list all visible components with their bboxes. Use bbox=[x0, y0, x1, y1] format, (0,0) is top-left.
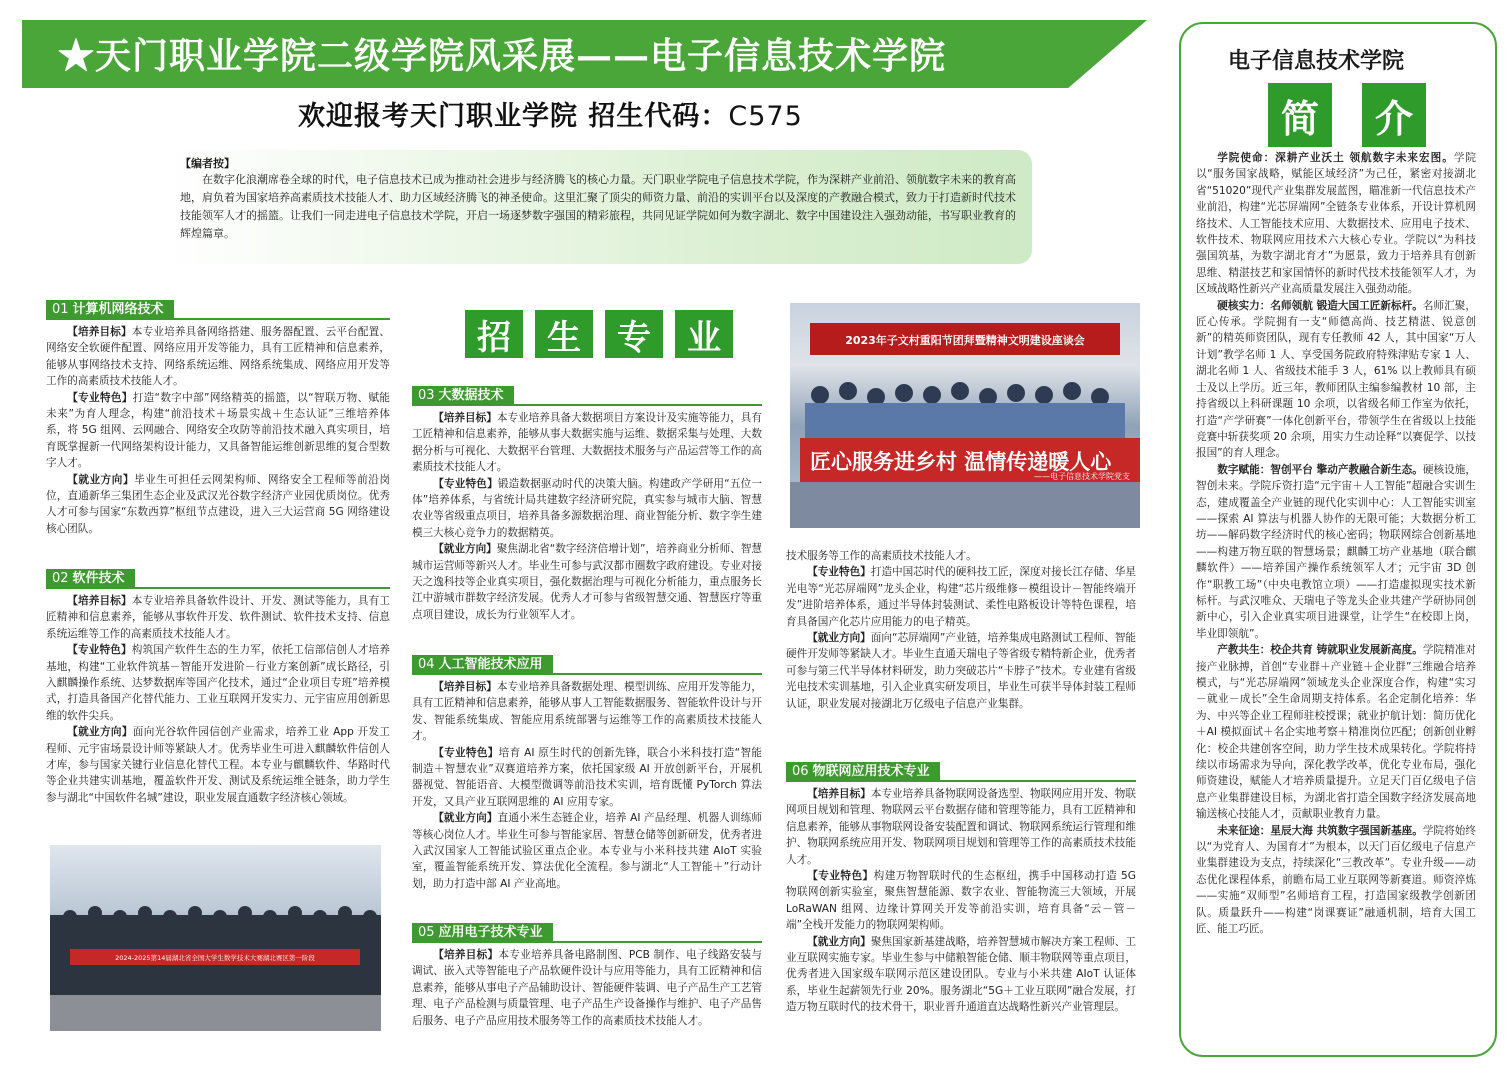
sidebar-paragraph-label: 产教共生：校企共育 铸就职业发展新高度。 bbox=[1217, 644, 1423, 657]
photo-scene bbox=[50, 845, 381, 1031]
section-number: 03 bbox=[418, 388, 435, 403]
paragraph-text: 培育 AI 原生时代的创新先锋，联合小米科技打造“智能制造＋智慧农业”双赛道培养方案，依托国家级 AI 开放创新平台，开展机器视觉、智能语音、大模型微调等前沿技术实训，培育既懂 PyTorch 算法开发，又具产业互联网思维的 AI 应用专家。 bbox=[412, 746, 763, 808]
paragraph-label: 【就业方向】 bbox=[807, 632, 871, 645]
sidebar-paragraph bbox=[1196, 150, 1476, 298]
paragraph-text: 毕业生可担任云网架构师、网络安全工程师等前沿岗位，直通新华三集团生态企业及武汉光谷数字经济产业园优质岗位。优秀人才可参与国家“东数西算”枢纽节点建设，进入三大运营商 5G 网络建设核心团队。 bbox=[46, 473, 391, 535]
section-number: 02 bbox=[52, 571, 69, 586]
sidebar-title-char: 简 bbox=[1268, 83, 1332, 147]
section-body bbox=[412, 947, 762, 1029]
paragraph-label: 【培养目标】 bbox=[433, 412, 497, 424]
major-paragraph bbox=[412, 541, 762, 623]
major-paragraph bbox=[786, 630, 1136, 712]
paragraph-label: 【专业特色】 bbox=[433, 477, 498, 490]
section-tag bbox=[412, 923, 553, 943]
section-header bbox=[46, 298, 390, 320]
sidebar-title-char: 介 bbox=[1362, 83, 1426, 147]
major-paragraph bbox=[46, 724, 390, 806]
paragraph-text: 聚焦湖北省“数字经济倍增计划”，培养商业分析师、智慧城市运营师等新兴人才。毕业生可参与武汉都市圈数字政府建设。专业对接天之逸科技等企业真实项目，强化数据治理与可视化分析能力，重点服务长江中游城市群数字经济发展。优秀人才可参与省级智慧交通、智慧医疗等重点项目建设，成长为行业领军人才。 bbox=[412, 543, 763, 621]
recruit-char: 招 bbox=[465, 310, 523, 358]
recruit-char: 专 bbox=[605, 310, 663, 358]
section-tag bbox=[412, 655, 553, 675]
paragraph-label: 【培养目标】 bbox=[67, 595, 132, 607]
section-number: 05 bbox=[418, 925, 435, 940]
major-section-software bbox=[46, 567, 390, 806]
photo-banner-sub: ——电子信息技术学院党支 bbox=[1034, 472, 1130, 481]
sidebar-paragraph-text: 硬核设施，智创未来。学院斥资打造“元宇宙＋人工智能”超融合实训生态，建成覆盖全产业链的现代化实训中心：人工智能实训室——探索 AI 算法与机器人协作的无限可能；大数据分析工坊——解码数字经济时代的核心密码；物联网综合创新基地——构建万物互联的智慧场景；麒麟工坊产业基地（联合麒麟软件）——培养国产操作系统领军人才；元宇宙 3D 创作“职教工场”（中央电教馆立项）——打造虚拟现实技术新标杆。与武汉唯众、天瑞电子等龙头企业共建产学研协同创新中心，引入企业真实项目进课堂，让学生“在校即上岗，毕业即领航”。 bbox=[1196, 463, 1477, 640]
electronics-continued-line: 技术服务等工作的高素质技术技能人才。 bbox=[786, 550, 977, 562]
photo-ground bbox=[50, 995, 381, 1031]
enrollment-subtitle bbox=[298, 94, 803, 133]
major-paragraph bbox=[46, 472, 390, 538]
photo-top-banner-text: 2023年子文村重阳节团拜暨精神文明建设座谈会 bbox=[845, 334, 1085, 347]
sidebar-paragraph bbox=[1196, 823, 1476, 938]
paragraph-label: 【就业方向】 bbox=[67, 473, 135, 486]
section-tag bbox=[46, 569, 135, 589]
section-number: 06 bbox=[792, 764, 809, 779]
section-name: 物联网应用技术专业 bbox=[812, 764, 930, 779]
photo-ground bbox=[790, 482, 1140, 528]
paragraph-text: 聚焦国家新基建战略，培养智慧城市解决方案工程师、工业互联网实施专家。毕业生参与中储粮智能仓储、顺丰物联网等重点项目，优秀者进入国家级车联网示范区建设团队。专业与小米共建 AIoT 认证体系，毕业生起薪领先行业 20%。服务湖北“5G＋工业互联网”融合发展，打造万物互联时代的技术骨干，职业晋升通道直达战略性新兴产业管理层。 bbox=[786, 935, 1137, 1014]
paragraph-label: 【就业方向】 bbox=[807, 935, 871, 948]
photo-people bbox=[805, 382, 1125, 443]
section-name: 大数据技术 bbox=[438, 388, 504, 403]
major-section-bigdata bbox=[412, 384, 762, 623]
paragraph-label: 【专业特色】 bbox=[433, 746, 499, 759]
section-header bbox=[412, 921, 762, 943]
sidebar-paragraph-label: 学院使命：深耕产业沃土 领航数字未来宏图。 bbox=[1217, 152, 1454, 164]
sidebar-paragraph-text: 名师汇聚，匠心传承。学院拥有一支“师德高尚、技艺精湛、锐意创新”的精英师资团队，现有专任教师 42 人，其中国家“万人计划”教学名师 1 人、享受国务院政府特殊津贴专家 1 人、湖北名师 1 人、省级技术能手 3 人，61% 以上教师具有硕士及以上学历。近三年，教师团队主编参编教材 10 部，主持省级以上科研课题 10 余项，以省级名师工作室为依托，打造“产学研赛”一体化创新平台，带领学生在省级以上技能竞赛中斩获奖项 20 余项，用实力生动诠释“以赛促学、以技报国”的育人理念。 bbox=[1196, 299, 1477, 460]
major-paragraph bbox=[412, 810, 762, 892]
section-header bbox=[786, 760, 1136, 782]
page-title: ★天门职业学院二级学院风采展——电子信息技术学院 bbox=[58, 35, 947, 77]
section-body bbox=[46, 593, 390, 806]
major-paragraph bbox=[412, 679, 762, 745]
section-header bbox=[412, 384, 762, 406]
paragraph-label: 【就业方向】 bbox=[433, 543, 497, 556]
recruit-char: 业 bbox=[675, 310, 733, 358]
subtitle-text: 欢迎报考天门职业学院 招生代码： bbox=[298, 101, 729, 132]
paragraph-label: 【就业方向】 bbox=[67, 726, 133, 739]
major-paragraph bbox=[786, 934, 1136, 1016]
sidebar-paragraph-label: 未来征途：星辰大海 共筑数字强国新基座。 bbox=[1217, 824, 1423, 837]
competition-team-photo bbox=[50, 845, 381, 1031]
paragraph-text: 面向光谷软件园信创产业需求，培养工业 App 开发工程师、元宇宙场景设计师等紧缺人才。优秀毕业生可进入麒麟软件信创人才库，参与国家关键行业信息化替代工程。本专业与麒麟软件、华路时代等企业共建实训基地，覆盖软件开发、测试及系统运维全链条，助力学生参与湖北“中国软件名城”建设，职业发展直通数字经济核心领域。 bbox=[46, 726, 391, 804]
editor-note-body: 在数字化浪潮席卷全球的时代，电子信息技术已成为推动社会进步与经济腾飞的核心力量。天门职业学院电子信息技术学院，作为深耕产业前沿、领航数字未来的教育高地，肩负着为国家培养高素质技术技能人才、助力区域经济腾飞的神圣使命。这里汇聚了顶尖的师资力量、前沿的实训平台以及深度的产教融合模式，致力于打造新时代技术技能领军人才的摇篮。让我们一同走进电子信息技术学院，开启一场逐梦数字强国的精彩旅程，共同见证学院如何为数字湖北、数字中国建设注入强劲动能，书写职业教育的辉煌篇章。 bbox=[180, 173, 1016, 240]
paragraph-label: 【培养目标】 bbox=[807, 788, 871, 800]
section-name: 计算机网络技术 bbox=[72, 302, 164, 317]
major-paragraph bbox=[46, 593, 390, 642]
major-section-iot bbox=[786, 760, 1136, 1016]
paragraph-text: 构筑国产软件生态的生力军，依托工信部信创人才培养基地，构建“工业软件筑基－智能开发进阶－行业方案创新”成长路径，引入麒麟操作系统、达梦数据库等国产化技术，通过“企业项目专班”培养模式，打造具备国产化替代能力、工业互联网开发实力、元宇宙应用创新思维的软件尖兵。 bbox=[46, 644, 391, 722]
recruit-char: 生 bbox=[535, 310, 593, 358]
recruit-title bbox=[465, 310, 733, 358]
section-tag bbox=[412, 386, 514, 406]
paragraph-text: 本专业培养具备软件设计、开发、测试等能力，具有工匠精神和信息素养，能够从事软件开发、软件测试、软件技术支持、信息系统运维等工作的高素质技术技能人才。 bbox=[46, 595, 391, 640]
section-name: 人工智能技术应用 bbox=[438, 657, 543, 672]
section-body bbox=[412, 679, 762, 892]
section-header bbox=[46, 567, 390, 589]
sidebar-paragraph-text: 学院以“服务国家战略，赋能区域经济”为己任，紧密对接湖北省“51020”现代产业集群发展蓝图，瞄准新一代信息技术产业前沿，构建“光芯屏端网”全链条专业体系，开设计算机网络技术、人工智能技术应用、大数据技术、应用电子技术、软件技术、物联网应用技术六大核心专业。学院以“为科技强国筑基，为数字湖北育才”为愿景，致力于培养具有创新思维、精湛技艺和家国情怀的新时代技术技能领军人才，为区域战略性新兴产业高质量发展注入强劲动能。 bbox=[1196, 152, 1477, 296]
sidebar-paragraph-text: 学院将始终以“为党育人、为国育才”为根本，以天门百亿级电子信息产业集群建设为支点，持续深化“三教改革”。专业升级——动态优化课程体系，前瞻布局工业互联网等新赛道。师资淬炼——实施“双师型”名师培育工程，打造国家级教学创新团队。质量跃升——构建“岗课赛证”融通机制，培育大国工匠、能工巧匠。 bbox=[1196, 824, 1477, 936]
editor-note-heading: 【编者按】 bbox=[180, 157, 235, 170]
section-body bbox=[786, 786, 1136, 1016]
major-paragraph bbox=[412, 410, 762, 476]
paragraph-text: 本专业培养具备物联网设备选型、物联网应用开发、物联网项目规划和管理、物联网云平台数据存储和管理等能力，具有工匠精神和信息素养，能够从事物联网设备安装配置和调试、物联网系统运行管理和维护、物联网系统应用开发、物联网项目规划和管理等工作的高素质技术技能人才。 bbox=[786, 788, 1137, 866]
sidebar-title: 电子信息技术学院 bbox=[1228, 48, 1405, 74]
major-paragraph bbox=[412, 947, 762, 1029]
paragraph-text: 打造“数字中部”网络精英的摇篮，以“智联万物、赋能未来”为育人理念，构建“前沿技术＋场景实战＋生态认证”三维培养体系，将 5G 组网、云网融合、网络安全攻防等前沿技术融入真实项目，培育既掌握新一代网络架构设计能力，又具备智能运维创新思维的复合型数字人才。 bbox=[46, 391, 391, 470]
photo-main-banner-text: 匠心服务进乡村 温情传递暖人心 bbox=[810, 450, 1112, 474]
enrollment-code: C575 bbox=[728, 101, 803, 132]
sidebar-intro bbox=[1196, 150, 1476, 938]
major-paragraph bbox=[412, 476, 762, 542]
major-paragraph bbox=[46, 642, 390, 724]
village-service-photo bbox=[790, 303, 1140, 528]
paragraph-label: 【培养目标】 bbox=[433, 681, 497, 693]
major-section-network bbox=[46, 298, 390, 537]
section-body bbox=[412, 410, 762, 623]
sidebar-paragraph-label: 硬核实力：名师领航 锻造大国工匠新标杆。 bbox=[1217, 299, 1423, 312]
paragraph-text: 面向“芯屏端网”产业链，培养集成电路测试工程师、智能硬件开发师等紧缺人才。毕业生直通天瑞电子等省级专精特新企业，优秀者可参与第三代半导体材料研发，助力突破芯片“卡脖子”技术。专业建有省级光电技术实训基地，引入企业真实研发项目，毕业生可获半导体封装工程师认证，职业发展对接湖北万亿级电子信息产业集群。 bbox=[786, 632, 1137, 710]
section-header bbox=[412, 653, 762, 675]
paragraph-label: 【专业特色】 bbox=[807, 566, 871, 579]
major-paragraph bbox=[786, 786, 1136, 868]
major-section-ai bbox=[412, 653, 762, 892]
sidebar-paragraph bbox=[1196, 462, 1476, 642]
major-paragraph bbox=[786, 868, 1136, 934]
sidebar-paragraph bbox=[1196, 298, 1476, 462]
paragraph-label: 【专业特色】 bbox=[67, 644, 132, 657]
section-name: 应用电子技术专业 bbox=[438, 925, 543, 940]
section-body bbox=[46, 324, 390, 537]
paragraph-text: 锻造数据驱动时代的决策大脑。构建政产学研用“五位一体”培养体系，与省统计局共建数字经济研究院，真实参与城市大脑、智慧农业等省级重点项目，培养具备多源数据治理、商业智能分析、数字孪生建模三大核心竞争力的数据精英。 bbox=[412, 477, 762, 539]
sidebar-paragraph bbox=[1196, 642, 1476, 822]
editor-note bbox=[166, 150, 1032, 264]
section-number: 04 bbox=[418, 657, 435, 672]
sidebar-paragraph-text: 学院精准对接产业脉搏，首创“专业群＋产业链＋企业群”三维融合培养模式，与“光芯屏端网”领域龙头企业深度合作，构建“实习－就业－成长”全生命周期支持体系。名企定制化培养：华为、中兴等企业工程师驻校授课；就业护航计划：简历优化＋AI 模拟面试＋名企实地考察＋精准岗位匹配；创新创业孵化：校企共建创客空间，助力学生技术成果转化。学院将持续以市场需求为导向，深化教学改革，优化专业布局，强化师资建设，赋能人才培养质量提升。立足天门百亿级电子信息产业集群建设目标，为湖北省打造全国数字经济发展高地输送核心技能人才，贡献职业教育力量。 bbox=[1196, 644, 1477, 821]
major-paragraph bbox=[412, 745, 762, 811]
paragraph-text: 本专业培养具备电路制图、PCB 制作、电子线路安装与调试、嵌入式等智能电子产品软硬件设计与应用等能力，具有工匠精神和信息素养，能够从事电子产品辅助设计、智能硬件装调、电子产品生产工艺管理、电子产品检测与质量管理、电子产品生产设备操作与维护、电子产品售后服务、电子产品应用技术服务等工作的高素质技术技能人才。 bbox=[412, 949, 763, 1027]
major-paragraph bbox=[46, 390, 390, 472]
electronics-continued bbox=[786, 548, 1136, 712]
paragraph-text: 本专业培养具备网络搭建、服务器配置、云平台配置、网络安全软硬件配置、网络应用开发等能力，具有工匠精神和信息素养，能够从事网络技术支持、网络系统运维、网络系统集成、网络应用开发等工作的高素质技术技能人才。 bbox=[46, 326, 391, 388]
paragraph-text: 本专业培养具备大数据项目方案设计及实施等能力，具有工匠精神和信息素养，能够从事大数据实施与运维、数据采集与处理、大数据分析与可视化、大数据平台管理、大数据技术服务与产品运营等工作的高素质技术技能人才。 bbox=[412, 412, 763, 474]
section-name: 软件技术 bbox=[72, 571, 125, 586]
photo-banner-text: 2024-2025第14届湖北省全国大学生数学技术大赛湖北赛区第一阶段 bbox=[115, 954, 315, 962]
paragraph-text: 打造中国芯时代的硬科技工匠，深度对接长江存储、华星光电等“光芯屏端网”龙头企业，构建“芯片级维修－模组设计－智能终端开发”进阶培养体系，通过半导体封装测试、柔性电路板设计等特色课程，培育具备国产化芯片应用能力的电子精英。 bbox=[786, 566, 1137, 628]
section-tag bbox=[786, 762, 940, 782]
major-section-electronics bbox=[412, 921, 762, 1029]
paragraph-label: 【专业特色】 bbox=[807, 870, 874, 883]
paragraph-text: 本专业培养具备数据处理、模型训练、应用开发等能力，具有工匠精神和信息素养，能够从事人工智能数据服务、智能软件设计与开发、智能系统集成、智能应用系统部署与运维等工作的高素质技术技能人才。 bbox=[412, 681, 763, 743]
photo-scene bbox=[790, 303, 1140, 528]
paragraph-label: 【培养目标】 bbox=[67, 326, 132, 338]
paragraph-label: 【就业方向】 bbox=[433, 812, 498, 825]
paragraph-text: 直通小米生态链企业，培养 AI 产品经理、机器人训练师等核心岗位人才。毕业生可参与智能家居、智慧仓储等创新研发，优秀者进入武汉国家人工智能试验区重点企业。本专业与小米科技共建 AIoT 实验室，覆盖智能系统开发、算法优化全流程。参与湖北“人工智能＋”行动计划，助力打造中部 AI 产业高地。 bbox=[412, 812, 763, 890]
paragraph-label: 【专业特色】 bbox=[67, 391, 133, 404]
paragraph-text: 构建万物智联时代的生态枢纽，携手中国移动打造 5G 物联网创新实验室，聚焦智慧能源、数字农业、智能物流三大领域，开展 LoRaWAN 组网、边缘计算网关开发等前沿实训，培育具备“云－管－端”全栈开发能力的物联网架构师。 bbox=[786, 870, 1136, 932]
section-tag bbox=[46, 300, 174, 320]
major-paragraph bbox=[46, 324, 390, 390]
sidebar-paragraph-label: 数字赋能：智创平台 擎动产教融合新生态。 bbox=[1217, 463, 1423, 476]
major-paragraph bbox=[786, 564, 1136, 630]
section-number: 01 bbox=[52, 302, 69, 317]
paragraph-label: 【培养目标】 bbox=[433, 949, 499, 961]
